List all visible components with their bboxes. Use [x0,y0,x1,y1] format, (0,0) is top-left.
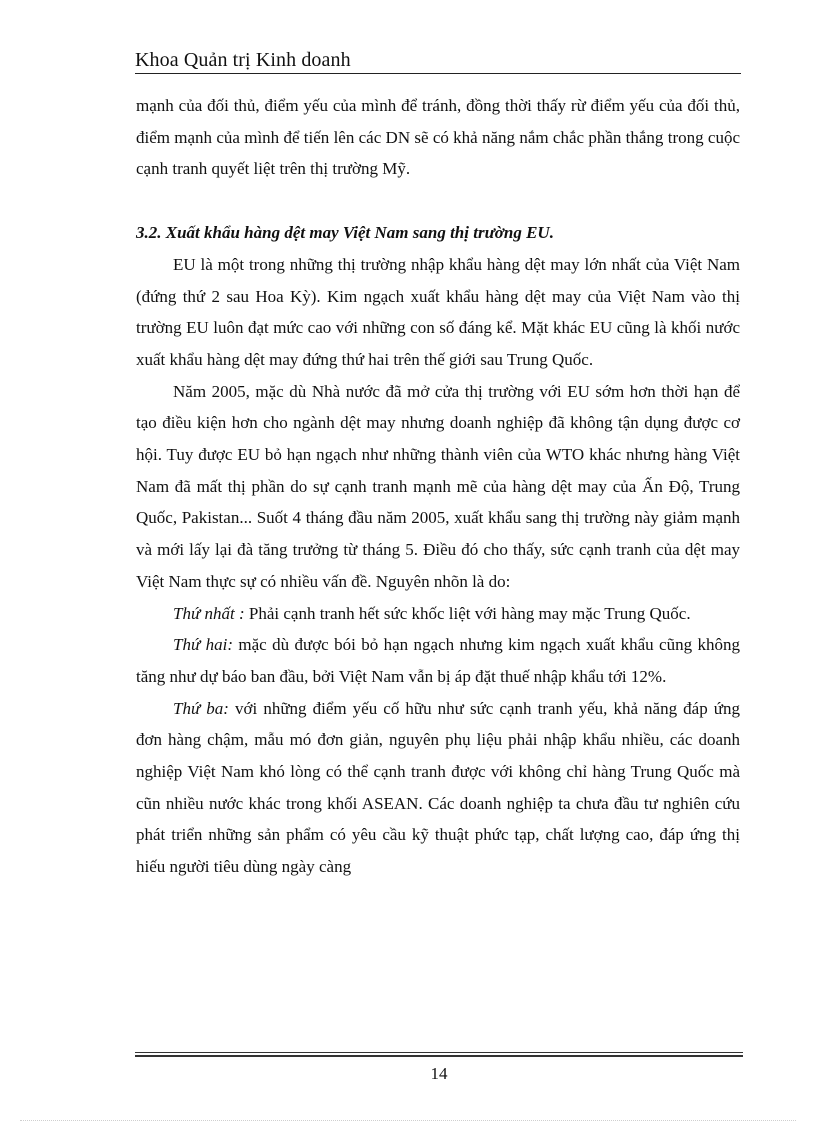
paragraph-eu-market: EU là một trong những thị trường nhập khẩu hàng dệt may lớn nhất của Việt Nam (đứng thứ 2 sau Hoa Kỳ). Kim ngạch xuất khẩu hàng dệt may của Việt Nam vào thị trường EU luôn đạt mức cao với những con số đáng kể. Mặt khác EU cũng là khối nước xuất khẩu hàng dệt may đứng thứ hai trên thế giới sau Trung Quốc. [136,254,740,369]
paragraph-reason-1 [136,598,740,630]
paragraph-2005: Năm 2005, mặc dù Nhà nước đã mở cửa thị trường với EU sớm hơn thời hạn để tạo điều kiện hơn cho ngành dệt may nhưng doanh nghiệp đã không tận dụng được cơ hội. Tuy được EU bỏ hạn ngạch như những thành viên của WTO khác nhưng hàng Việt Nam đã mất thị phần do sự cạnh tranh mạnh mẽ của hàng dệt may của Ấn Độ, Trung Quốc, Pakistan... Suốt 4 tháng đầu năm 2005, xuất khẩu sang thị trường này giảm mạnh và mới lấy lại đà tăng trưởng từ tháng 5. Điều đó cho thấy, sức cạnh tranh của dệt may Việt Nam thực sự có nhiều vấn đề. Nguyên nhõn là do: [136,381,740,591]
paragraph-continuation: mạnh của đối thủ, điểm yếu của mình để tránh, đồng thời thấy rừ điểm yếu của đối thủ, điểm mạnh của mình để tiến lên các DN sẽ có khả năng nắm chắc phần thắng trong cuộc cạnh tranh quyết liệt trên thị trường Mỹ. [136,96,740,179]
reason-2-text: mặc dù được bói bỏ hạn ngạch nhưng kim ngạch xuất khẩu cũng không tăng như dự báo ban đầu, bởi Việt Nam vẫn bị áp đặt thuế nhập khẩu tới 12%. [136,635,740,686]
paragraph-reason-2 [136,629,740,692]
page-header: Khoa Quản trị Kinh doanh [135,49,351,71]
body-text [136,90,740,883]
reason-1-lead: Thứ nhất : [173,603,245,623]
reason-3-text: với những điểm yếu cố hữu như sức cạnh tranh yếu, khả năng đáp ứng đơn hàng chậm, mẫu mó đơn giản, nguyên phụ liệu phải nhập khẩu nhiều, các doanh nghiệp Việt Nam khó lòng có thể cạnh tranh được với không chỉ hàng Trung Quốc mà cũn nhiều nước khác trong khối ASEAN. Các doanh nghiệp ta chưa đầu tư nghiên cứu phát triển những sản phẩm có yêu cầu kỹ thuật phức tạp, chất lượng cao, đáp ứng thị hiếu người tiêu dùng ngày càng [136,698,741,877]
page-edge-dotted-line [20,1120,796,1121]
page-number: 14 [430,1064,448,1083]
section-heading: 3.2. Xuất khẩu hàng dệt may Việt Nam sang thị trường EU. [136,223,554,243]
reason-2-lead: Thứ hai: [173,635,233,655]
reason-1-text: Phải cạnh tranh hết sức khốc liệt với hàng may mặc Trung Quốc. [244,603,691,623]
reason-3-lead: Thứ ba: [173,698,229,718]
footer-rule-thick [135,1055,743,1057]
header-rule [135,73,741,74]
paragraph-reason-3 [136,693,740,883]
footer-rule-thin [135,1052,743,1053]
